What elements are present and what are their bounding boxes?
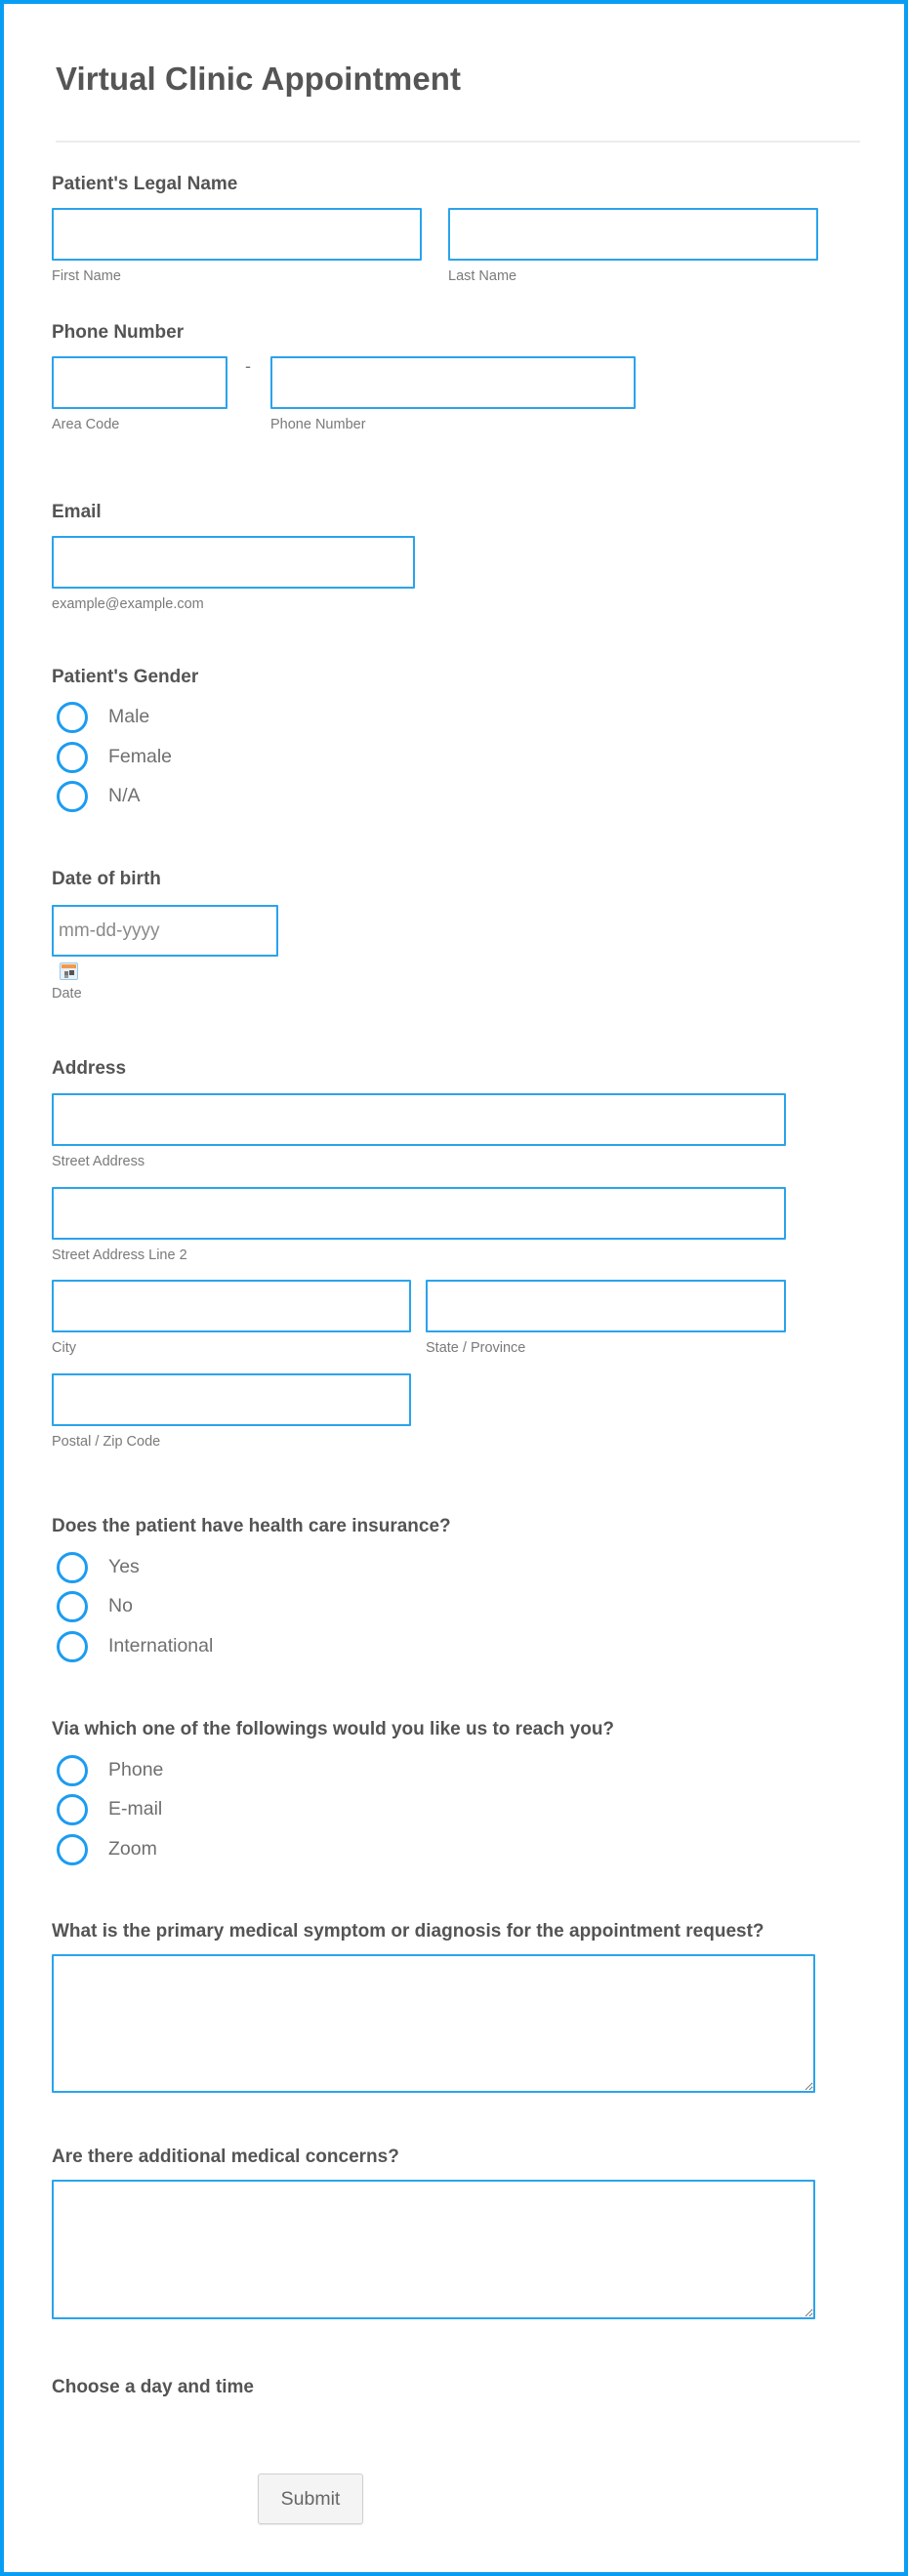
insurance-label: Does the patient have health care insurance?	[52, 1516, 451, 1536]
email-label: Email	[52, 502, 102, 522]
street-address-input[interactable]	[52, 1093, 786, 1146]
first-name-sublabel: First Name	[52, 268, 121, 284]
submit-button[interactable]: Submit	[258, 2474, 363, 2524]
insurance-radio-yes[interactable]	[57, 1552, 88, 1583]
insurance-option-label[interactable]: No	[108, 1595, 133, 1616]
city-input[interactable]	[52, 1280, 411, 1332]
state-sublabel: State / Province	[426, 1340, 526, 1356]
additional-concerns-label: Are there additional medical concerns?	[52, 2147, 399, 2167]
street-address-line2-sublabel: Street Address Line 2	[52, 1247, 187, 1263]
contact-option-label[interactable]: Phone	[108, 1759, 164, 1780]
gender-label: Patient's Gender	[52, 667, 199, 687]
additional-concerns-textarea[interactable]	[52, 2180, 815, 2319]
gender-option-label[interactable]: Female	[108, 746, 173, 767]
last-name-input[interactable]	[448, 208, 818, 261]
phone-number-sublabel: Phone Number	[270, 417, 366, 432]
street-address-line2-input[interactable]	[52, 1187, 786, 1240]
insurance-radio-no[interactable]	[57, 1591, 88, 1622]
zip-input[interactable]	[52, 1373, 411, 1426]
patient-name-label: Patient's Legal Name	[52, 174, 238, 194]
area-code-sublabel: Area Code	[52, 417, 120, 432]
dob-sublabel: Date	[52, 986, 82, 1002]
area-code-input[interactable]	[52, 356, 227, 409]
phone-label: Phone Number	[52, 322, 185, 343]
gender-radio-female[interactable]	[57, 742, 88, 773]
contact-radio-email[interactable]	[57, 1794, 88, 1825]
contact-option-label[interactable]: E-mail	[108, 1798, 163, 1820]
gender-option-label[interactable]: N/A	[108, 785, 141, 806]
email-input[interactable]	[52, 536, 415, 589]
appointment-label: Choose a day and time	[52, 2377, 254, 2397]
header-divider	[56, 141, 860, 143]
calendar-icon[interactable]	[60, 962, 78, 980]
insurance-radio-international[interactable]	[57, 1631, 88, 1662]
dob-input[interactable]	[52, 905, 278, 957]
insurance-option-label[interactable]: International	[108, 1635, 214, 1656]
gender-radio-male[interactable]	[57, 702, 88, 733]
primary-symptom-textarea[interactable]	[52, 1954, 815, 2093]
gender-option-label[interactable]: Male	[108, 706, 150, 727]
dob-label: Date of birth	[52, 869, 161, 889]
city-sublabel: City	[52, 1340, 76, 1356]
contact-method-label: Via which one of the followings would you like us to reach you?	[52, 1719, 615, 1739]
state-input[interactable]	[426, 1280, 786, 1332]
insurance-option-label[interactable]: Yes	[108, 1556, 140, 1577]
phone-number-input[interactable]	[270, 356, 636, 409]
street-address-sublabel: Street Address	[52, 1154, 145, 1169]
last-name-sublabel: Last Name	[448, 268, 517, 284]
contact-radio-phone[interactable]	[57, 1755, 88, 1786]
contact-radio-zoom[interactable]	[57, 1834, 88, 1865]
phone-separator: -	[245, 356, 251, 376]
contact-option-label[interactable]: Zoom	[108, 1838, 157, 1860]
primary-symptom-label: What is the primary medical symptom or diagnosis for the appointment request?	[52, 1921, 764, 1942]
first-name-input[interactable]	[52, 208, 422, 261]
form-title: Virtual Clinic Appointment	[56, 61, 462, 97]
gender-radio-na[interactable]	[57, 781, 88, 812]
zip-sublabel: Postal / Zip Code	[52, 1434, 161, 1450]
email-sublabel: example@example.com	[52, 596, 204, 612]
address-label: Address	[52, 1058, 127, 1079]
